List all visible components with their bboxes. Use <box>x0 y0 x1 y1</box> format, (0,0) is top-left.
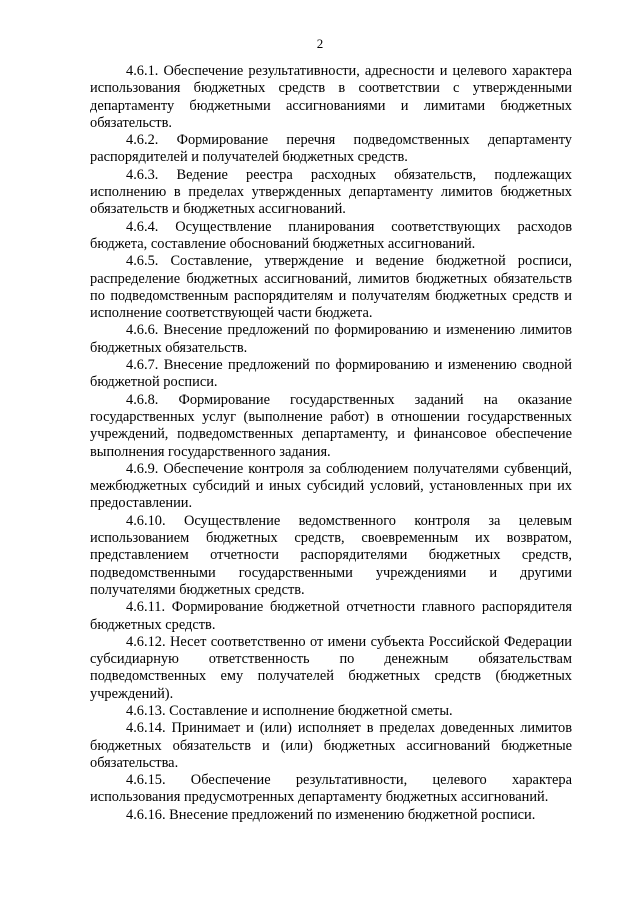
paragraph-4-6-13: 4.6.13. Составление и исполнение бюджетной сметы. <box>126 702 453 719</box>
paragraph-4-6-5: 4.6.5. Составление, утверждение и ведение бюджетной росписи, распределение бюджетных ассигнований, лимитов бюджетных обязательств по подведомственным распорядителям и получателям бюджетных средств и исполнение соответствующей части бюджета. <box>90 253 572 322</box>
paragraph-4-6-11: 4.6.11. Формирование бюджетной отчетности главного распорядителя бюджетных средств. <box>90 599 572 633</box>
paragraph-4-6-12: 4.6.12. Несет соответственно от имени субъекта Российской Федерации субсидиарную ответственность по денежным обязательствам подведомственных ему получателей бюджетных средств (бюджетных учреждений). <box>90 633 572 702</box>
paragraph-4-6-8: 4.6.8. Формирование государственных заданий на оказание государственных услуг (выполнение работ) в отношении государственных учреждений, подведомственных департаменту, и финансовое обеспечение выполнения государственного задания. <box>90 391 572 460</box>
paragraph-4-6-1: 4.6.1. Обеспечение результативности, адресности и целевого характера использования бюджетных средств в соответствии с утвержденными департаменту бюджетными ассигнованиями и лимитами бюджетных обязательств. <box>90 63 572 131</box>
paragraph-4-6-6: 4.6.6. Внесение предложений по формированию и изменению лимитов бюджетных обязательств. <box>90 322 572 356</box>
paragraph-4-6-2: 4.6.2. Формирование перечня подведомственных департаменту распорядителей и получателей бюджетных средств. <box>90 132 572 166</box>
paragraph-4-6-3: 4.6.3. Ведение реестра расходных обязательств, подлежащих исполнению в пределах утвержденных департаменту лимитов бюджетных обязательств и бюджетных ассигнований. <box>90 166 572 218</box>
paragraph-4-6-16: 4.6.16. Внесение предложений по изменению бюджетной росписи. <box>126 806 536 823</box>
paragraph-4-6-14: 4.6.14. Принимает и (или) исполняет в пределах доведенных лимитов бюджетных обязательств и (или) бюджетных ассигнований бюджетные обязательства. <box>90 720 572 771</box>
page-number: 2 <box>316 36 324 51</box>
document-body <box>90 63 572 824</box>
paragraph-4-6-9: 4.6.9. Обеспечение контроля за соблюдением получателями субвенций, межбюджетных субсидий и иных субсидий условий, установленных при их предоставлении. <box>90 460 572 512</box>
paragraph-4-6-15: 4.6.15. Обеспечение результативности, целевого характера использования предусмотренных департаменту бюджетных ассигнований. <box>90 772 572 806</box>
paragraph-4-6-4: 4.6.4. Осуществление планирования соответствующих расходов бюджета, составление обоснований бюджетных ассигнований. <box>90 218 572 252</box>
paragraph-4-6-10: 4.6.10. Осуществление ведомственного контроля за целевым использованием бюджетных средств, своевременным их возвратом, представлением отчетности распорядителями бюджетных средств, подведомственными государственными учреждениями и другими получателями бюджетных средств. <box>90 512 572 598</box>
paragraph-4-6-7: 4.6.7. Внесение предложений по формированию и изменению сводной бюджетной росписи. <box>90 357 572 391</box>
